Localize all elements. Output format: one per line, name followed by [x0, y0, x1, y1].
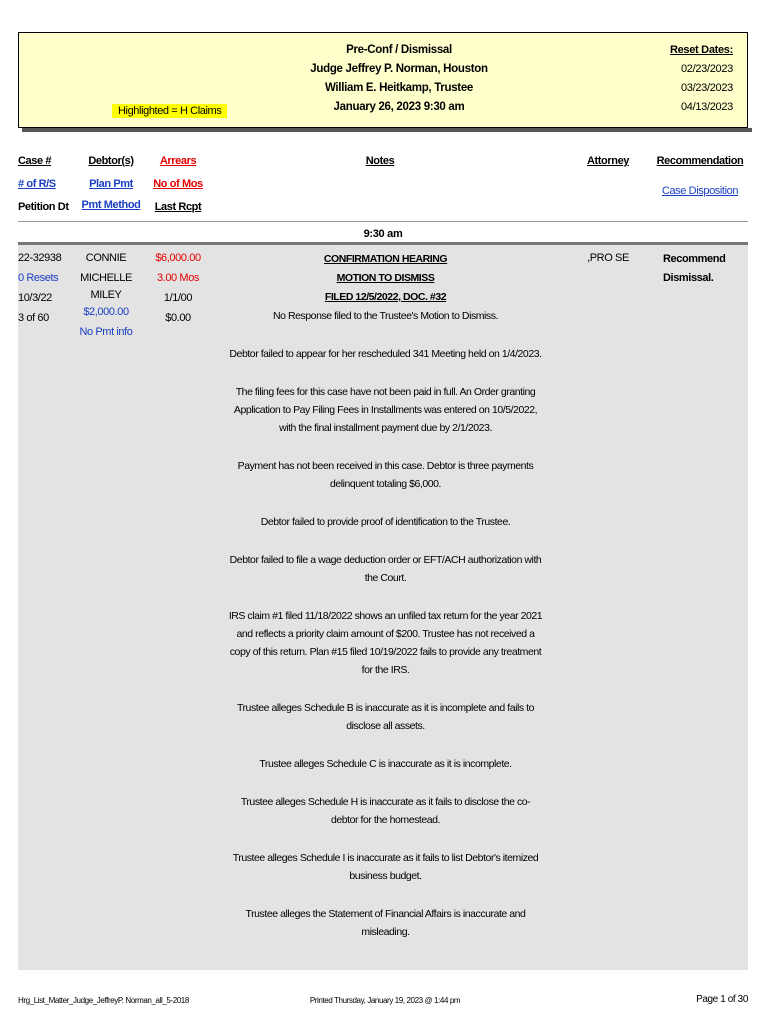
notes-heading: FILED 12/5/2022, DOC. #32 — [324, 291, 447, 303]
recommendation-line-2: Dismissal. — [663, 272, 714, 284]
case-notes — [228, 250, 543, 961]
notes-paragraph: No Response filed to the Trustee's Motion to Dismiss. — [272, 310, 498, 322]
reset-dates — [613, 41, 733, 117]
title-line-2: Judge Jeffrey P. Norman, Houston — [310, 63, 488, 75]
footer-page-number: Page 1 of 30 — [696, 994, 748, 1005]
notes-paragraph: Debtor failed to file a wage deduction order or EFT/ACH authorization with the Court. — [229, 554, 542, 584]
recommendation-column-header — [652, 150, 748, 209]
attorney-name: ,PRO SE — [587, 252, 629, 264]
debtor-name-line-1: CONNIE MICHELLE — [80, 252, 132, 284]
debtor-name-line-2: MILEY — [90, 289, 122, 301]
case-disposition-header: Case Disposition — [661, 185, 739, 197]
notes-heading: CONFIRMATION HEARING — [323, 253, 448, 265]
arrears-column-header — [150, 150, 206, 219]
notes-paragraph: Trustee alleges the Statement of Financial Affairs is inaccurate and misleading. — [245, 908, 526, 938]
report-header — [18, 32, 748, 128]
header-shadow — [22, 128, 752, 132]
reset-date: 04/13/2023 — [680, 101, 733, 113]
last-rcpt-header: Last Rcpt — [154, 201, 202, 213]
resets-header: # of R/S — [18, 178, 56, 190]
payment-method: No Pmt info — [79, 326, 133, 338]
footer-report-name: Hrg_List_Matter_Judge_JeffreyP. Norman_all_5-2018 — [18, 996, 189, 1005]
case-number-header: Case # — [18, 155, 52, 167]
notes-header: Notes — [365, 155, 395, 167]
case-number: 22-32938 — [18, 252, 62, 264]
reset-dates-title: Reset Dates: — [669, 44, 733, 56]
notes-paragraph: Trustee alleges Schedule I is inaccurate as it fails to list Debtor's itemized business budget. — [232, 852, 539, 882]
case-count: 3 of 60 — [18, 312, 49, 324]
recommendation — [663, 250, 725, 288]
plan-pmt-header: Plan Pmt — [89, 178, 133, 190]
header-separator — [18, 221, 748, 222]
notes-paragraph: The filing fees for this case have not been paid in full. An Order granting Application to Pay Filing Fees in Installments was entered on 10/5/2022, with the final installment payment due by 2/1/2023. — [233, 386, 538, 434]
reset-date: 03/23/2023 — [680, 82, 733, 94]
petition-date: 10/3/22 — [18, 292, 52, 304]
report-title — [249, 41, 549, 117]
last-receipt-date: 1/1/00 — [163, 292, 193, 304]
title-line-1: Pre-Conf / Dismissal — [346, 44, 452, 56]
notes-paragraph: IRS claim #1 filed 11/18/2022 shows an unfiled tax return for the year 2021 and reflects a priority claim amount of $200. Trustee has not received a copy of this return. Plan #15 filed 10/19/2022 fails to provide any treatment for the IRS. — [228, 610, 543, 676]
title-line-4: January 26, 2023 9:30 am — [333, 101, 465, 113]
petition-date-header: Petition Dt — [18, 201, 69, 213]
notes-paragraph: Trustee alleges Schedule B is inaccurate as it is incomplete and fails to disclose all assets. — [236, 702, 535, 732]
plan-payment: $2,000.00 — [83, 306, 129, 318]
arrears-amount: $6,000.00 — [155, 252, 201, 264]
notes-paragraph: Trustee alleges Schedule H is inaccurate as it fails to disclose the co-debtor for the homestead. — [240, 796, 531, 826]
notes-paragraph: Debtor failed to provide proof of identification to the Trustee. — [260, 516, 511, 528]
pmt-method-header: Pmt Method — [81, 199, 141, 211]
recommendation-line-1: Recommend — [663, 253, 726, 265]
case-info — [18, 248, 61, 328]
arrears-header: Arrears — [159, 155, 197, 167]
footer-printed-date: Printed Thursday, January 19, 2023 @ 1:44 pm — [309, 996, 461, 1005]
case-row-top-border — [18, 242, 748, 245]
notes-paragraph: Debtor failed to appear for her rescheduled 341 Meeting held on 1/4/2023. — [229, 348, 542, 360]
arrears-info — [150, 248, 206, 328]
title-line-3: William E. Heitkamp, Trustee — [324, 82, 474, 94]
notes-paragraph: Trustee alleges Schedule C is inaccurate as it is incomplete. — [259, 758, 512, 770]
highlight-legend: Highlighted = H Claims — [112, 104, 227, 118]
reset-date: 02/23/2023 — [680, 63, 733, 75]
debtor-header: Debtor(s) — [88, 155, 134, 167]
debtor-info — [64, 248, 148, 342]
notes-paragraph: Payment has not been received in this case. Debtor is three payments delinquent totaling $6,000. — [237, 460, 534, 490]
time-group-label: 9:30 am — [363, 228, 403, 240]
attorney-header: Attorney — [586, 155, 630, 167]
months-header: No of Mos — [153, 178, 203, 190]
notes-heading: MOTION TO DISMISS — [336, 272, 435, 284]
case-resets: 0 Resets — [18, 272, 59, 284]
recommendation-header: Recommendation — [656, 155, 744, 167]
debtor-column-header — [78, 150, 144, 214]
last-receipt-amount: $0.00 — [165, 312, 191, 324]
months-delinquent: 3.00 Mos — [156, 272, 200, 284]
case-column-header — [18, 150, 69, 219]
